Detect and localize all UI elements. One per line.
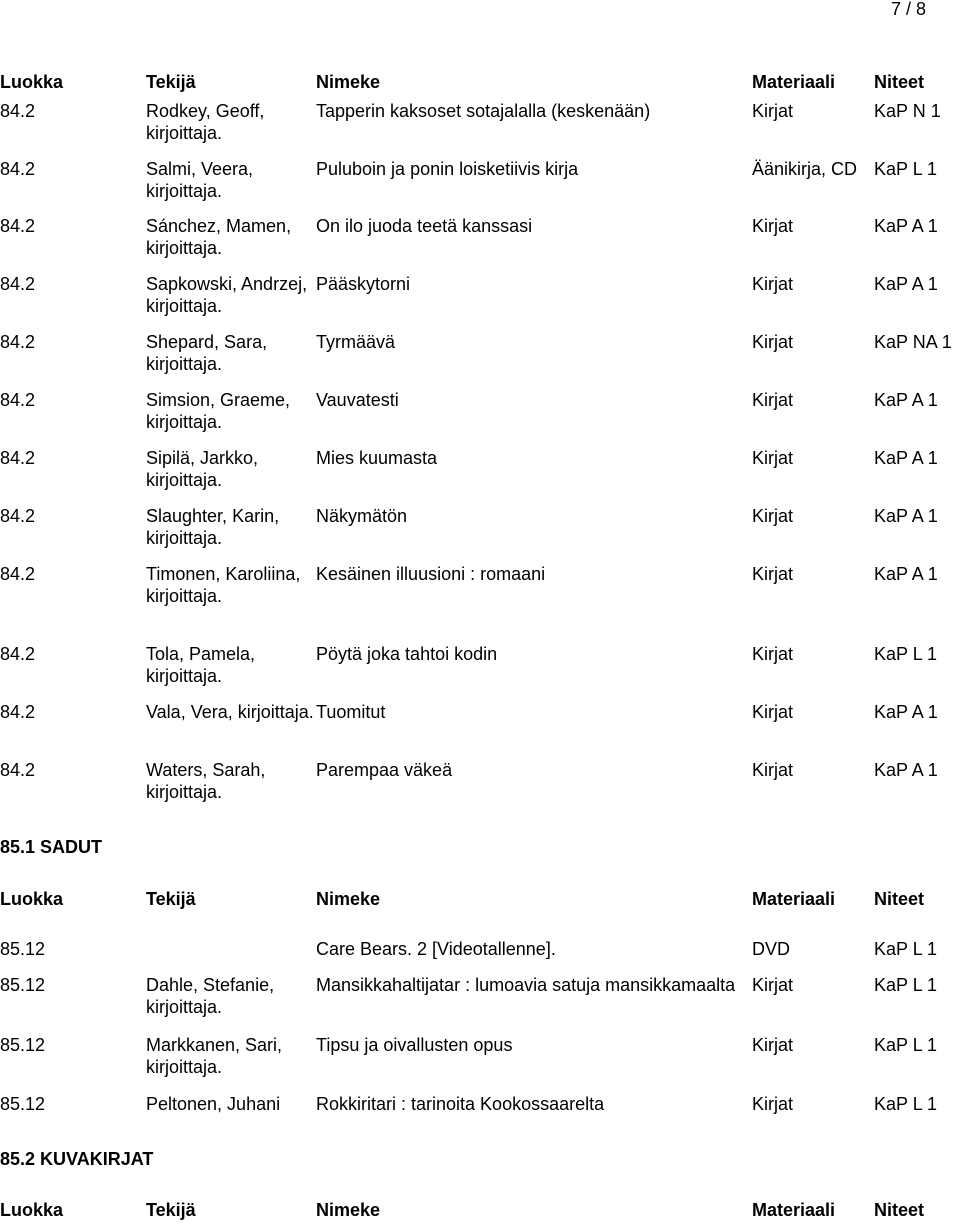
cell-nimeke: On ilo juoda teetä kanssasi — [316, 216, 533, 236]
cell-nimeke: Rokkiritari : tarinoita Kookossaarelta — [316, 1094, 605, 1114]
cell-tekija: Salmi, Veera, kirjoittaja. — [146, 159, 254, 201]
cell-tekija: Slaughter, Karin, kirjoittaja. — [146, 506, 280, 548]
cell-nimeke: Vauvatesti — [316, 390, 399, 410]
header-luokka: Luokka — [0, 889, 64, 909]
table-row — [0, 701, 960, 723]
cell-materiaali: Kirjat — [752, 390, 794, 410]
cell-niteet: KaP L 1 — [874, 975, 938, 995]
table-row — [0, 938, 960, 960]
cell-niteet: KaP A 1 — [874, 274, 938, 294]
header-row — [0, 888, 960, 910]
table-header-2 — [0, 888, 960, 910]
header-nimeke: Nimeke — [316, 72, 381, 92]
cell-nimeke: Tuomitut — [316, 702, 386, 722]
cell-tekija: Peltonen, Juhani — [146, 1094, 281, 1114]
cell-luokka: 85.12 — [0, 939, 46, 959]
cell-materiaali: Kirjat — [752, 644, 794, 664]
header-row — [0, 1199, 960, 1221]
cell-nimeke: Tapperin kaksoset sotajalalla (keskenään) — [316, 101, 651, 121]
cell-materiaali: Kirjat — [752, 702, 794, 722]
cell-materiaali: Kirjat — [752, 332, 794, 352]
cell-nimeke: Pöytä joka tahtoi kodin — [316, 644, 498, 664]
cell-materiaali: DVD — [752, 939, 791, 959]
cell-luokka: 84.2 — [0, 159, 36, 179]
header-nimeke: Nimeke — [316, 889, 381, 909]
cell-luokka: 84.2 — [0, 332, 36, 352]
page-number: 7 / 8 — [890, 0, 926, 19]
cell-materiaali: Kirjat — [752, 760, 794, 780]
cell-nimeke: Mies kuumasta — [316, 448, 438, 468]
table-row — [0, 158, 960, 202]
cell-niteet: KaP L 1 — [874, 159, 938, 179]
header-niteet: Niteet — [874, 72, 925, 92]
header-niteet: Niteet — [874, 889, 925, 909]
table-row — [0, 974, 960, 1018]
table-row — [0, 759, 960, 803]
cell-tekija: Rodkey, Geoff, kirjoittaja. — [146, 101, 265, 143]
cell-niteet: KaP N 1 — [874, 101, 941, 121]
cell-materiaali: Kirjat — [752, 1035, 794, 1055]
cell-niteet: KaP L 1 — [874, 644, 938, 664]
cell-niteet: KaP A 1 — [874, 760, 938, 780]
cell-materiaali: Äänikirja, CD — [752, 159, 858, 179]
cell-niteet: KaP L 1 — [874, 1094, 938, 1114]
table-row — [0, 215, 960, 259]
cell-materiaali: Kirjat — [752, 274, 794, 294]
cell-tekija: Markkanen, Sari, kirjoittaja. — [146, 1035, 283, 1077]
cell-nimeke: Care Bears. 2 [Videotallenne]. — [316, 939, 556, 959]
cell-luokka: 84.2 — [0, 702, 36, 722]
cell-niteet: KaP A 1 — [874, 216, 938, 236]
cell-luokka: 84.2 — [0, 564, 36, 584]
header-tekija: Tekijä — [146, 72, 196, 92]
cell-tekija: Vala, Vera, kirjoittaja. — [146, 702, 314, 722]
table-row — [0, 331, 960, 375]
cell-tekija: Shepard, Sara, kirjoittaja. — [146, 332, 268, 374]
cell-luokka: 84.2 — [0, 644, 36, 664]
cell-tekija: Timonen, Karoliina, kirjoittaja. — [146, 564, 301, 606]
cell-nimeke: Mansikkahaltijatar : lumoavia satuja mansikkamaalta — [316, 975, 736, 995]
section-title-85-2: 85.2 KUVAKIRJAT — [0, 1149, 154, 1169]
cell-luokka: 84.2 — [0, 448, 36, 468]
header-row — [0, 71, 960, 93]
cell-luokka: 84.2 — [0, 506, 36, 526]
cell-niteet: KaP A 1 — [874, 564, 938, 584]
table-header-1 — [0, 71, 960, 93]
cell-nimeke: Näkymätön — [316, 506, 408, 526]
cell-luokka: 85.12 — [0, 1094, 46, 1114]
cell-nimeke: Puluboin ja ponin loisketiivis kirja — [316, 159, 579, 179]
cell-materiaali: Kirjat — [752, 101, 794, 121]
header-materiaali: Materiaali — [752, 889, 836, 909]
header-nimeke: Nimeke — [316, 1200, 381, 1220]
section-title-85-1: 85.1 SADUT — [0, 837, 103, 857]
cell-nimeke: Tipsu ja oivallusten opus — [316, 1035, 513, 1055]
table-row — [0, 1034, 960, 1078]
cell-niteet: KaP A 1 — [874, 506, 938, 526]
cell-materiaali: Kirjat — [752, 975, 794, 995]
cell-niteet: KaP L 1 — [874, 1035, 938, 1055]
cell-materiaali: Kirjat — [752, 564, 794, 584]
header-luokka: Luokka — [0, 72, 64, 92]
cell-tekija: Sapkowski, Andrzej, kirjoittaja. — [146, 274, 308, 316]
cell-materiaali: Kirjat — [752, 216, 794, 236]
cell-nimeke: Kesäinen illuusioni : romaani — [316, 564, 546, 584]
cell-luokka: 85.12 — [0, 1035, 46, 1055]
cell-luokka: 84.2 — [0, 760, 36, 780]
cell-tekija: Waters, Sarah, kirjoittaja. — [146, 760, 266, 802]
table-row — [0, 100, 960, 144]
cell-tekija: Sipilä, Jarkko, kirjoittaja. — [146, 448, 259, 490]
header-materiaali: Materiaali — [752, 72, 836, 92]
cell-tekija: Tola, Pamela, kirjoittaja. — [146, 644, 256, 686]
table-row — [0, 563, 960, 607]
cell-luokka: 84.2 — [0, 390, 36, 410]
cell-luokka: 84.2 — [0, 101, 36, 121]
table-row — [0, 505, 960, 549]
cell-tekija: Simsion, Graeme, kirjoittaja. — [146, 390, 291, 432]
table-header-3 — [0, 1199, 960, 1221]
header-tekija: Tekijä — [146, 889, 196, 909]
cell-niteet: KaP L 1 — [874, 939, 938, 959]
header-materiaali: Materiaali — [752, 1200, 836, 1220]
cell-materiaali: Kirjat — [752, 448, 794, 468]
cell-materiaali: Kirjat — [752, 506, 794, 526]
cell-tekija: Dahle, Stefanie, kirjoittaja. — [146, 975, 275, 1017]
header-niteet: Niteet — [874, 1200, 925, 1220]
cell-luokka: 84.2 — [0, 274, 36, 294]
table-row — [0, 389, 960, 433]
cell-luokka: 84.2 — [0, 216, 36, 236]
cell-nimeke: Parempaa väkeä — [316, 760, 453, 780]
cell-niteet: KaP NA 1 — [874, 332, 952, 352]
table-row — [0, 447, 960, 491]
table-row — [0, 273, 960, 317]
cell-luokka: 85.12 — [0, 975, 46, 995]
table-row — [0, 643, 960, 687]
cell-niteet: KaP A 1 — [874, 448, 938, 468]
cell-nimeke: Pääskytorni — [316, 274, 411, 294]
header-luokka: Luokka — [0, 1200, 64, 1220]
table-row — [0, 1093, 960, 1115]
cell-tekija — [146, 938, 316, 960]
cell-tekija: Sánchez, Mamen, kirjoittaja. — [146, 216, 292, 258]
cell-materiaali: Kirjat — [752, 1094, 794, 1114]
header-tekija: Tekijä — [146, 1200, 196, 1220]
cell-nimeke: Tyrmäävä — [316, 332, 396, 352]
cell-niteet: KaP A 1 — [874, 702, 938, 722]
cell-niteet: KaP A 1 — [874, 390, 938, 410]
